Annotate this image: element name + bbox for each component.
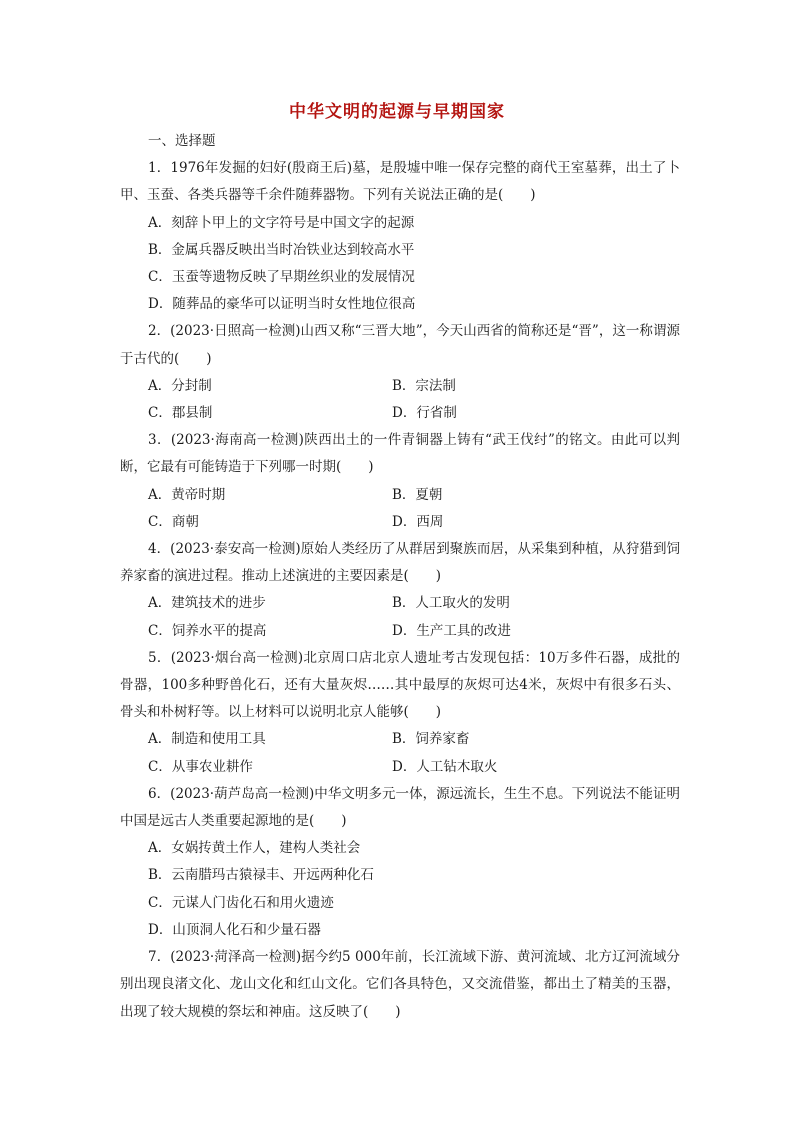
question-4-option-d: D．生产工具的改进 bbox=[392, 622, 511, 639]
section-heading: 一、选择题 bbox=[148, 133, 216, 149]
question-4-stem: 4．(2023·泰安高一检测)原始人类经历了从群居到聚族而居，从采集到种植，从狩猎到饲养家畜的演进过程。推动上述演进的主要因素是( ) bbox=[120, 541, 680, 585]
question-5-options-row-1 bbox=[120, 726, 680, 753]
question-2-option-b: B．宗法制 bbox=[392, 377, 456, 394]
question-4-options-row-2 bbox=[120, 618, 680, 645]
question-2-option-c: C．郡县制 bbox=[148, 405, 213, 422]
question-5-stem: 5．(2023·烟台高一检测)北京周口店北京人遗址考古发现包括：10万多件石器，成批的骨器，100多种野兽化石，还有大量灰烬……其中最厚的灰烬可达4米，灰烬中有很多石头、骨头和朴树籽等。以上材料可以说明北京人能够( ) bbox=[120, 649, 680, 721]
question-2-option-a: A．分封制 bbox=[148, 377, 212, 394]
question-2-stem: 2．(2023·日照高一检测)山西又称“三晋大地”，今天山西省的简称还是“晋”，这一称谓源于古代的( ) bbox=[120, 323, 680, 367]
question-5-option-a: A．制造和使用工具 bbox=[148, 731, 266, 748]
question-7-stem: 7．(2023·菏泽高一检测)据今约5 000年前，长江流域下游、黄河流域、北方辽河流域分别出现良渚文化、龙山文化和红山文化。它们各具特色，又交流借鉴，都出土了精美的玉器，出现了较大规模的祭坛和神庙。这反映了( ) bbox=[120, 949, 680, 1020]
question-5-option-b: B．饲养家畜 bbox=[392, 731, 470, 748]
question-3-option-c: C．商朝 bbox=[148, 513, 199, 530]
document-body bbox=[120, 128, 680, 1026]
question-3-option-d: D．西周 bbox=[392, 513, 444, 530]
question-1-stem: 1．1976年发掘的妇好(殷商王后)墓，是殷墟中唯一保存完整的商代王室墓葬，出土了卜甲、玉蚕、各类兵器等千余件随葬器物。下列有关说法正确的是( ) bbox=[120, 160, 680, 204]
question-5-options-row-2 bbox=[120, 754, 680, 781]
question-5-option-c: C．从事农业耕作 bbox=[148, 758, 253, 775]
question-2-option-d: D．行省制 bbox=[392, 405, 457, 422]
question-4-option-a: A．建筑技术的进步 bbox=[148, 595, 266, 612]
question-3-option-a: A．黄帝时期 bbox=[148, 486, 226, 503]
question-4-option-b: B．人工取火的发明 bbox=[392, 595, 510, 612]
question-1-option-a: A．刻辞卜甲上的文字符号是中国文字的起源 bbox=[148, 214, 415, 231]
question-1-option-d: D．随葬品的豪华可以证明当时女性地位很高 bbox=[148, 296, 416, 313]
question-6-option-a: A．女娲抟黄土作人，建构人类社会 bbox=[148, 840, 361, 857]
question-3-option-b: B．夏朝 bbox=[392, 486, 443, 503]
question-1-option-c: C．玉蚕等遗物反映了早期丝织业的发展情况 bbox=[148, 269, 415, 286]
question-6-option-b: B．云南腊玛古猿禄丰、开远两种化石 bbox=[148, 867, 374, 884]
question-2-options-row-1 bbox=[120, 373, 680, 400]
question-2-options-row-2 bbox=[120, 400, 680, 427]
question-6-option-c: C．元谋人门齿化石和用火遗迹 bbox=[148, 894, 334, 911]
question-3-stem: 3．(2023·海南高一检测)陕西出土的一件青铜器上铸有“武王伐纣”的铭文。由此可以判断，它最有可能铸造于下列哪一时期( ) bbox=[120, 432, 680, 476]
question-6-option-d: D．山顶洞人化石和少量石器 bbox=[148, 921, 321, 938]
document-title: 中华文明的起源与早期国家 bbox=[289, 102, 505, 122]
question-4-options-row-1 bbox=[120, 590, 680, 617]
question-1-option-b: B．金属兵器反映出当时冶铁业达到较高水平 bbox=[148, 241, 415, 258]
question-3-options-row-2 bbox=[120, 509, 680, 536]
question-5-option-d: D．人工钻木取火 bbox=[392, 758, 498, 775]
question-3-options-row-1 bbox=[120, 482, 680, 509]
question-4-option-c: C．饲养水平的提高 bbox=[148, 622, 267, 639]
question-6-stem: 6．(2023·葫芦岛高一检测)中华文明多元一体，源远流长，生生不息。下列说法不能证明中国是远古人类重要起源地的是( ) bbox=[120, 785, 680, 830]
